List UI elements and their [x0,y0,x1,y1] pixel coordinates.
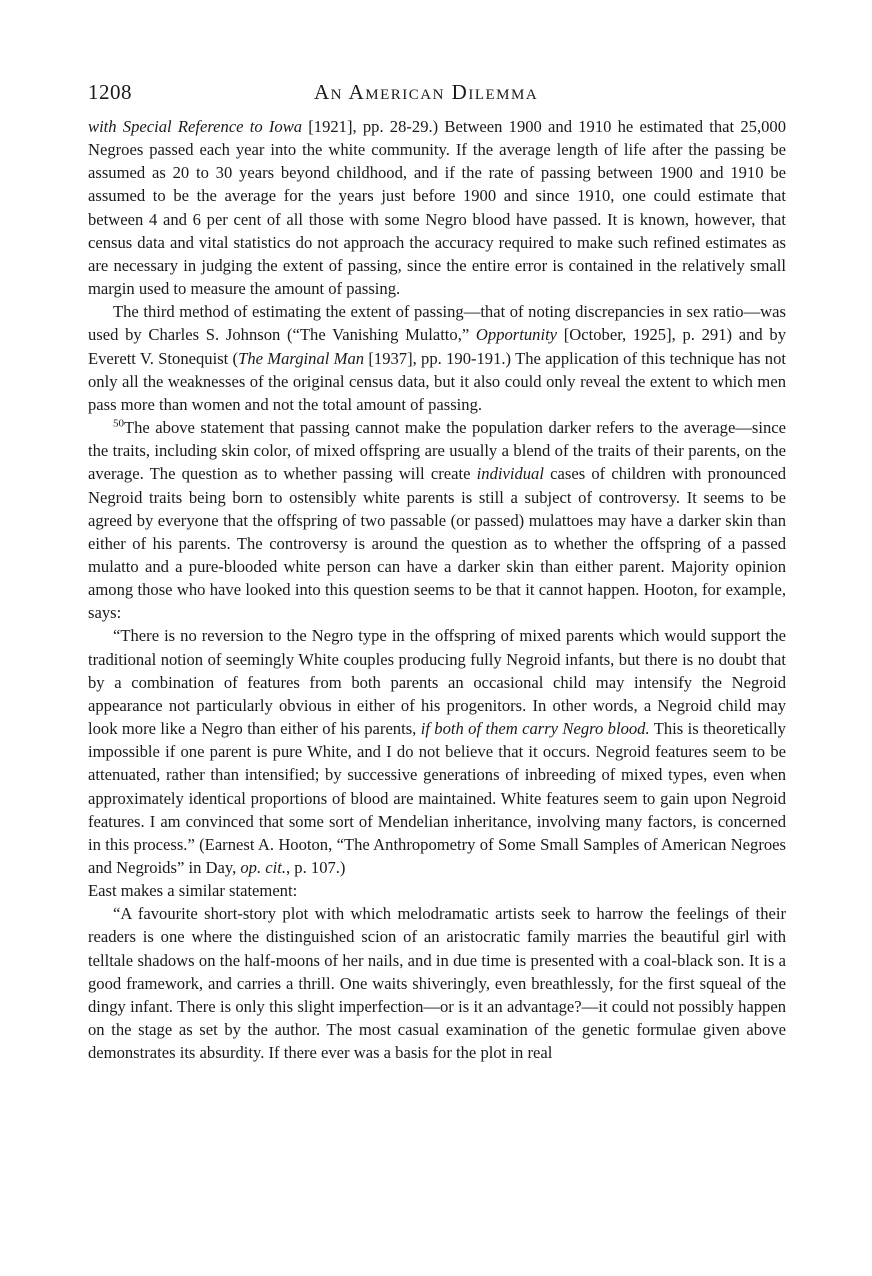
page-header [88,80,788,106]
paragraph-third-method [88,300,786,416]
journal-title: Opportunity [475,325,558,345]
paragraph-text: [1921], pp. 28-29.) Between 1900 and 1910 he estimated that 25,000 Negroes passed each year into the white community. If the average length of life after the passing be assumed as 20 to 30 years beyond childhood, and if the rate of passing between 1900 and 1910 be assumed to be the average for the years just before 1900 and since 1910, one could estimate that between 4 and 6 per cent of all those with some Negro blood have passed. It is known, however, that census data and vital statistics do not approach the accuracy required to make such refined estimates as are necessary in judging the extent of passing, since the entire error is contained in the relatively small margin used to measure the amount of passing. [88,117,786,299]
paragraph-text: [October, 1925], p. 291) and by Everett V. Stonequist ( [88,325,786,368]
emphasis-text: if both of them carry Negro blood. [420,719,650,739]
footnote-number: 50 [113,417,124,430]
page-number: 1208 [88,80,132,104]
paragraph-text: East makes a similar statement: [88,881,298,901]
paragraph-text: [1937], pp. 190-191.) The application of this technique has not only all the weaknesses of the original census data, but it also could only reveal the extent to which men pass more than women and not the total amount of passing. [88,348,786,414]
paragraph-continuation [88,115,786,300]
hooton-quote [88,624,786,879]
paragraph-text: “A favourite short-story plot with which melodramatic artists seek to harrow the feelings of their readers is one where the distinguished scion of an aristocratic family marries the beautiful girl with telltale shadows on the half-moons of her nails, and in due time is presented with a coal-black son. It is a good framework, and carries a thrill. One waits shiveringly, even breathlessly, for the first squeal of the dingy infant. There is only this slight imperfection—or is it an advantage?—it could not possibly happen on the stage as set by the author. The most casual examination of the genetic formulae given above demonstrates its absurdity. If there ever was a basis for the plot in real [88,904,786,1063]
east-quote [88,902,786,1064]
citation-abbrev: op. cit. [240,858,286,877]
emphasis-text: individual [476,464,544,484]
book-title: The Marginal Man [238,348,365,368]
footnote-50 [88,416,786,624]
running-title: An American Dilemma [314,80,539,104]
paragraph-text: , p. 107.) [286,858,346,877]
paragraph-text: The third method of estimating the extent of passing—that of noting discrepancies in sex ratio—was used by Charles S. Johnson (“The Vanishing Mulatto,” [88,302,786,345]
paragraph-text: The above statement that passing cannot make the population darker refers to the average—since the traits, including skin color, of mixed offspring are usually a blend of the traits of their parents, on the average. The question as to whether passing will create [88,418,786,484]
paragraph-text: This is theoretically impossible if one parent is pure White, and I do not believe that it occurs. Negroid features seem to be attenuated, rather than intensified; by successive generations of inbreeding of mixed types, even when approximately identical proportions of blood are maintained. White features seem to gain upon Negroid features. I am convinced that some sort of Mendelian inheritance, involving many factors, is concerned in this process.” (Earnest A. Hooton, “The Anthropometry of Some Small Samples of American Negroes and Negroids” in Day, [88,719,786,877]
page-body [88,115,786,1064]
paragraph-text: “There is no reversion to the Negro type in the offspring of mixed parents which would support the traditional notion of seemingly White couples producing fully Negroid infants, but there is no doubt that by a combination of features from both parents an occasional child may intensify the Negroid appearance not particularly obvious in either of his progenitors. In other words, a Negroid child may look more like a Negro than either of his parents, [88,626,786,739]
east-intro [88,879,786,902]
paragraph-text: cases of children with pronounced Negroid traits being born to ostensibly white parents is still a subject of controversy. It seems to be agreed by everyone that the offspring of two passable (or passed) mulattoes may have a darker skin than either of his parents. The controversy is around the question as to whether the offspring of a passed mulatto and a pure-blooded white person can have a darker skin than either parent. Majority opinion among those who have looked into this question seems to be that it cannot happen. Hooton, for example, says: [88,464,786,623]
citation-title: with Special Reference to Iowa [88,117,303,136]
